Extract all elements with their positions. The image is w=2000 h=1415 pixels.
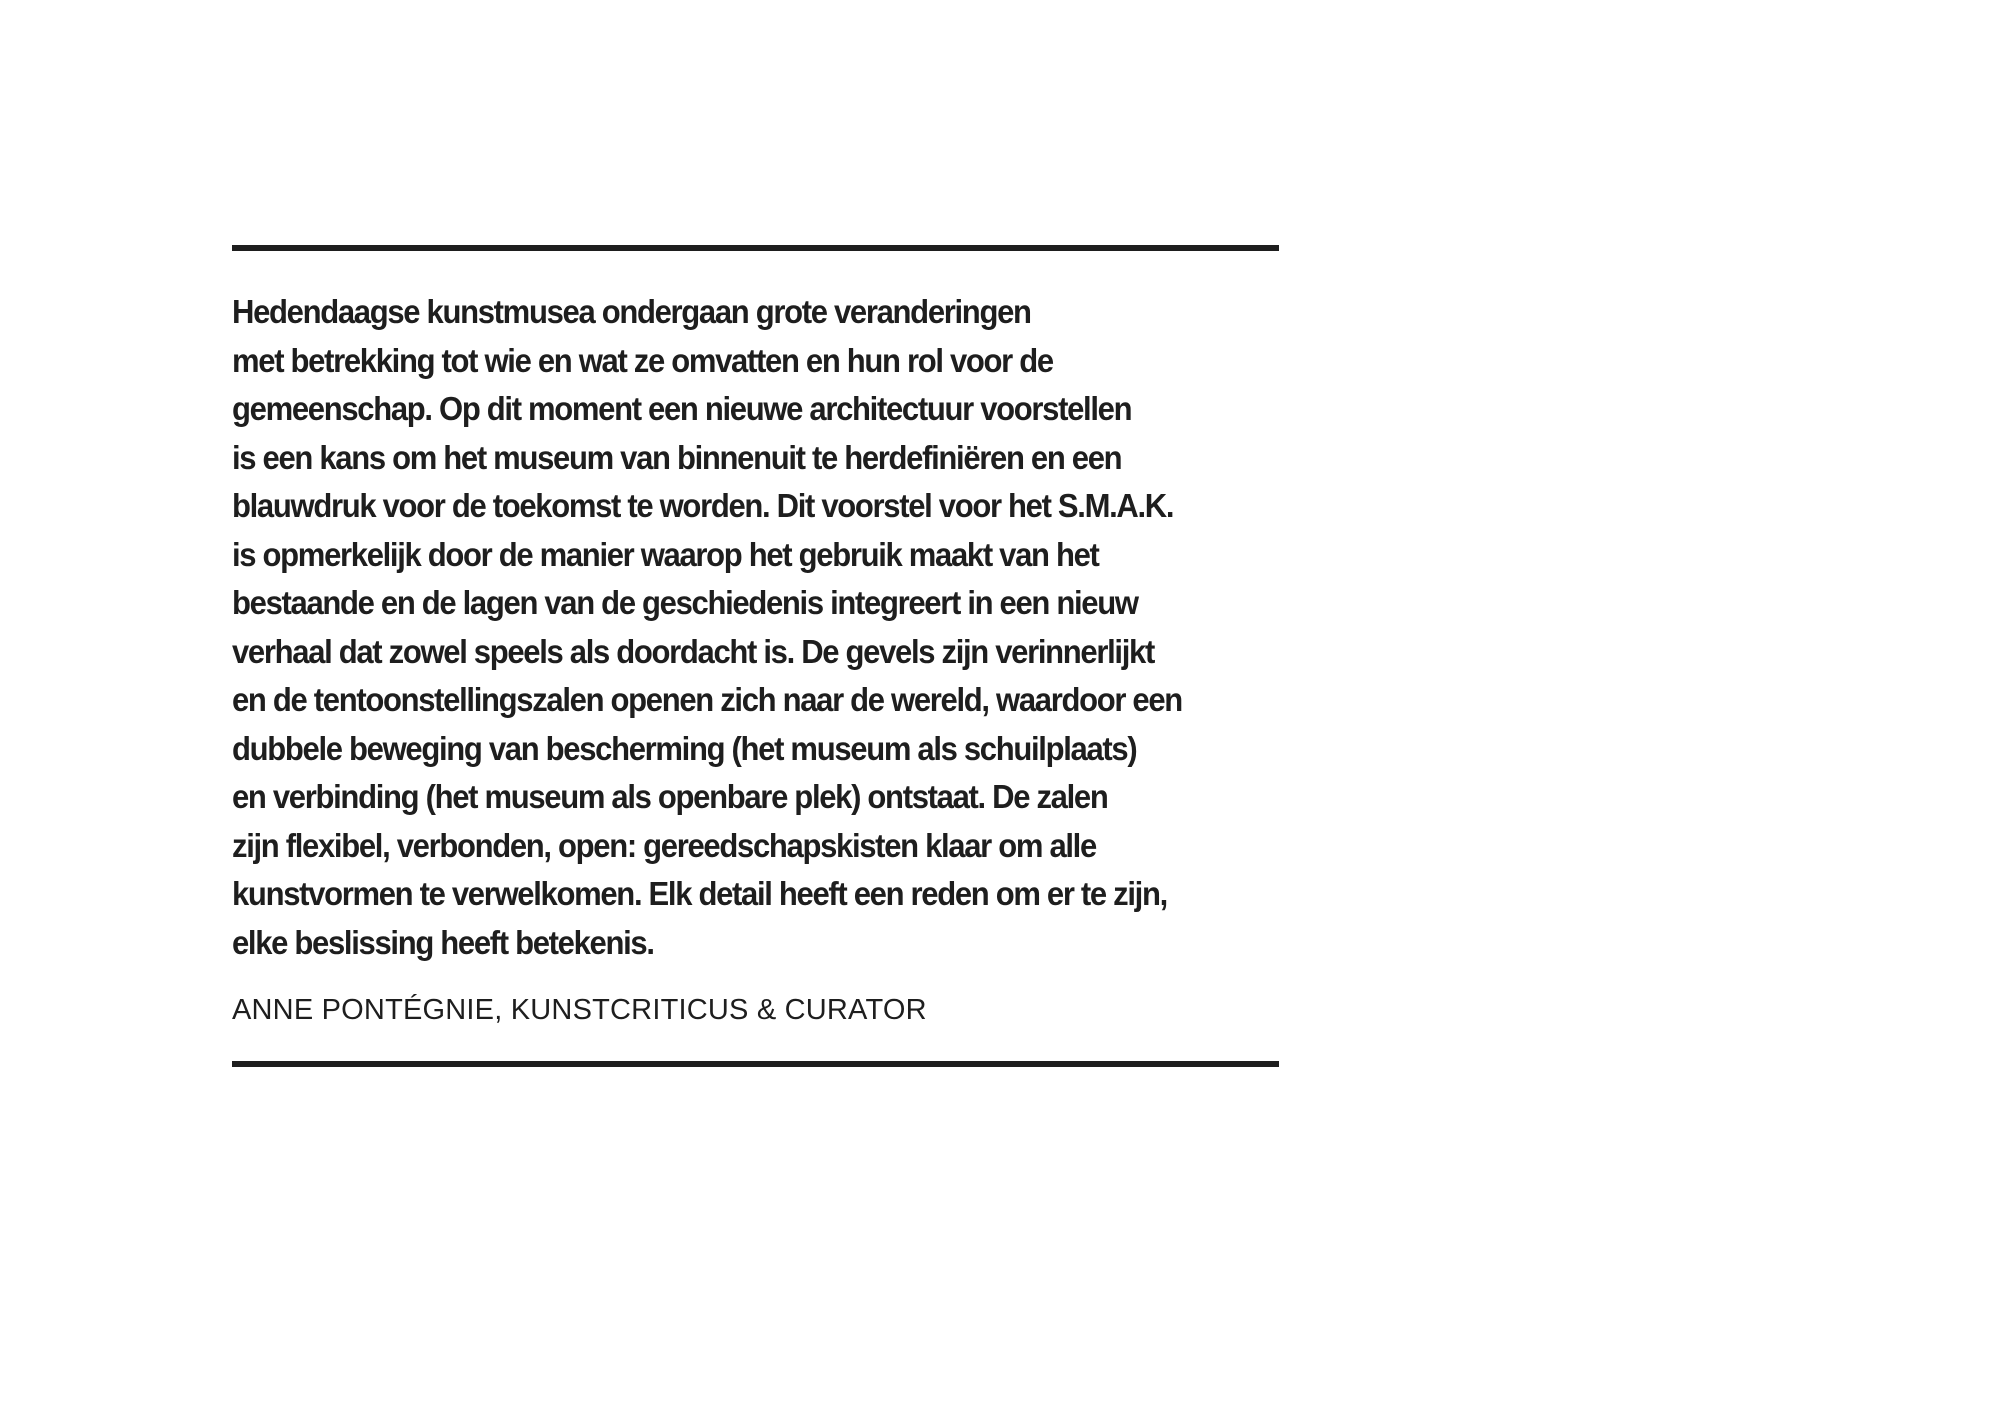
- quote-line: bestaande en de lagen van de geschiedenis integreert in een nieuw: [232, 584, 1138, 621]
- quote-block: [232, 245, 1279, 1067]
- quote-line: kunstvormen te verwelkomen. Elk detail heeft een reden om er te zijn,: [232, 875, 1167, 912]
- quote-line: verhaal dat zowel speels als doordacht is. De gevels zijn verinnerlijkt: [232, 632, 1154, 670]
- quote-text: [232, 288, 1285, 967]
- quote-line: blauwdruk voor de toekomst te worden. Dit voorstel voor het S.M.A.K.: [232, 487, 1174, 524]
- bottom-divider: [232, 1061, 1279, 1067]
- quote-line: en de tentoonstellingszalen openen zich naar de wereld, waardoor een: [232, 681, 1182, 718]
- quote-line: gemeenschap. Op dit moment een nieuwe architectuur voorstellen: [232, 390, 1132, 427]
- quote-line: Hedendaagse kunstmusea ondergaan grote veranderingen: [232, 293, 1031, 330]
- quote-line: is een kans om het museum van binnenuit te herdefiniëren en een: [232, 438, 1122, 476]
- quote-attribution: ANNE PONTÉGNIE, KUNSTCRITICUS & CURATOR: [232, 994, 927, 1026]
- quote-line: met betrekking tot wie en wat ze omvatten en hun rol voor de: [232, 341, 1053, 379]
- quote-line: dubbele beweging van bescherming (het museum als schuilplaats): [232, 729, 1137, 767]
- quote-line: elke beslissing heeft betekenis.: [232, 923, 654, 961]
- quote-line: zijn flexibel, verbonden, open: gereedschapskisten klaar om alle: [232, 826, 1096, 864]
- quote-line: is opmerkelijk door de manier waarop het gebruik maakt van het: [232, 535, 1099, 573]
- top-divider: [232, 245, 1279, 251]
- quote-line: en verbinding (het museum als openbare plek) ontstaat. De zalen: [232, 778, 1108, 815]
